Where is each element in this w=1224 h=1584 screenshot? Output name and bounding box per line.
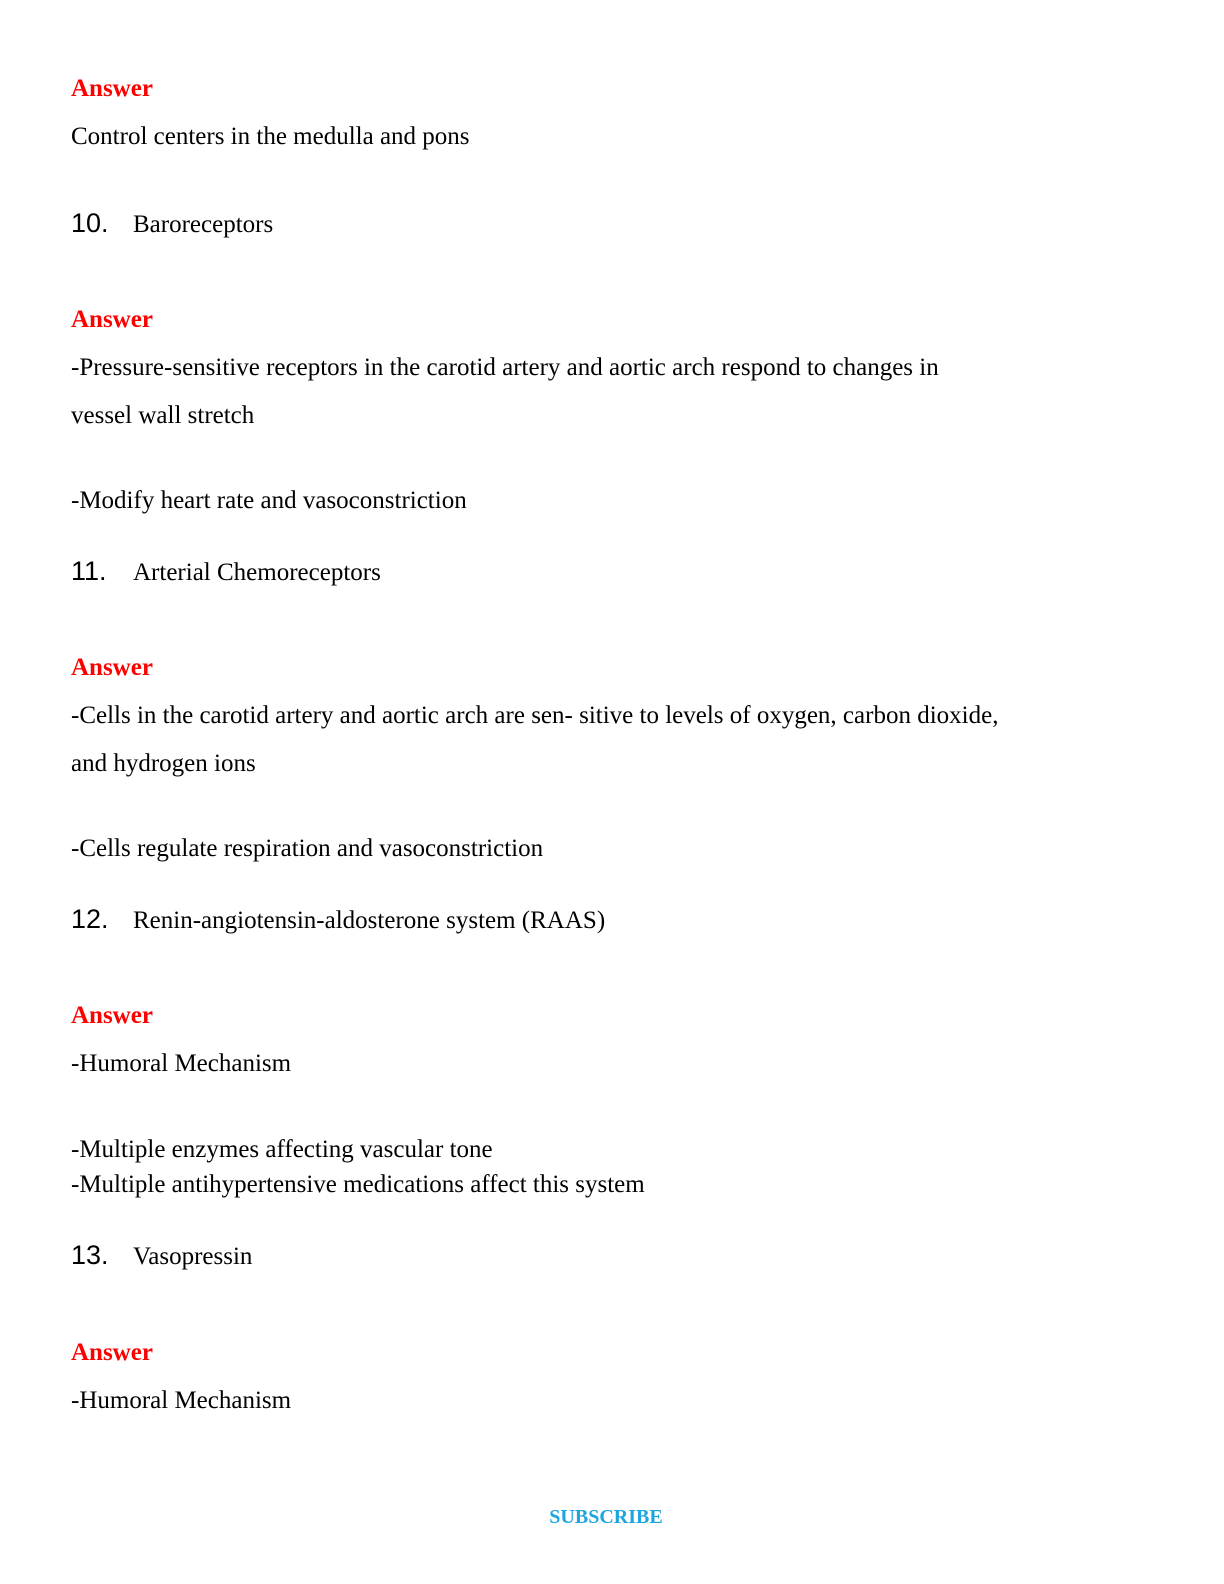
question-title: Renin-angiotensin-aldosterone system (RAAS) [133, 907, 606, 934]
question-title: Arterial Chemoreceptors [133, 559, 381, 586]
question-title: Baroreceptors [133, 211, 274, 238]
answer-text: -Cells regulate respiration and vasoconstriction [71, 835, 544, 862]
question-10 [71, 210, 273, 237]
answer-text: -Cells in the carotid artery and aortic arch are sen- sitive to levels of oxygen, carbon dioxide, [71, 702, 999, 729]
question-number: 12. [71, 904, 109, 934]
question-title: Vasopressin [133, 1243, 253, 1270]
question-13 [71, 1242, 252, 1269]
answer-text: -Humoral Mechanism [71, 1050, 292, 1077]
answer-label: Answer [71, 306, 153, 333]
question-number: 11. [71, 556, 107, 586]
answer-text: Control centers in the medulla and pons [71, 123, 470, 150]
answer-label: Answer [71, 75, 153, 102]
question-12 [71, 906, 605, 933]
answer-text: -Multiple enzymes affecting vascular tone [71, 1136, 493, 1163]
answer-label: Answer [71, 1339, 153, 1366]
answer-text: -Pressure-sensitive receptors in the carotid artery and aortic arch respond to changes in [71, 354, 939, 381]
answer-label: Answer [71, 1002, 153, 1029]
question-number: 13. [71, 1240, 109, 1270]
question-number: 10. [71, 208, 109, 238]
answer-text: -Humoral Mechanism [71, 1387, 292, 1414]
subscribe-link[interactable]: SUBSCRIBE [549, 1506, 663, 1528]
answer-text: -Multiple antihypertensive medications affect this system [71, 1171, 645, 1198]
answer-text: -Modify heart rate and vasoconstriction [71, 487, 467, 514]
answer-text: and hydrogen ions [71, 750, 256, 777]
answer-label: Answer [71, 654, 153, 681]
answer-text: vessel wall stretch [71, 402, 255, 429]
question-11 [71, 558, 381, 585]
